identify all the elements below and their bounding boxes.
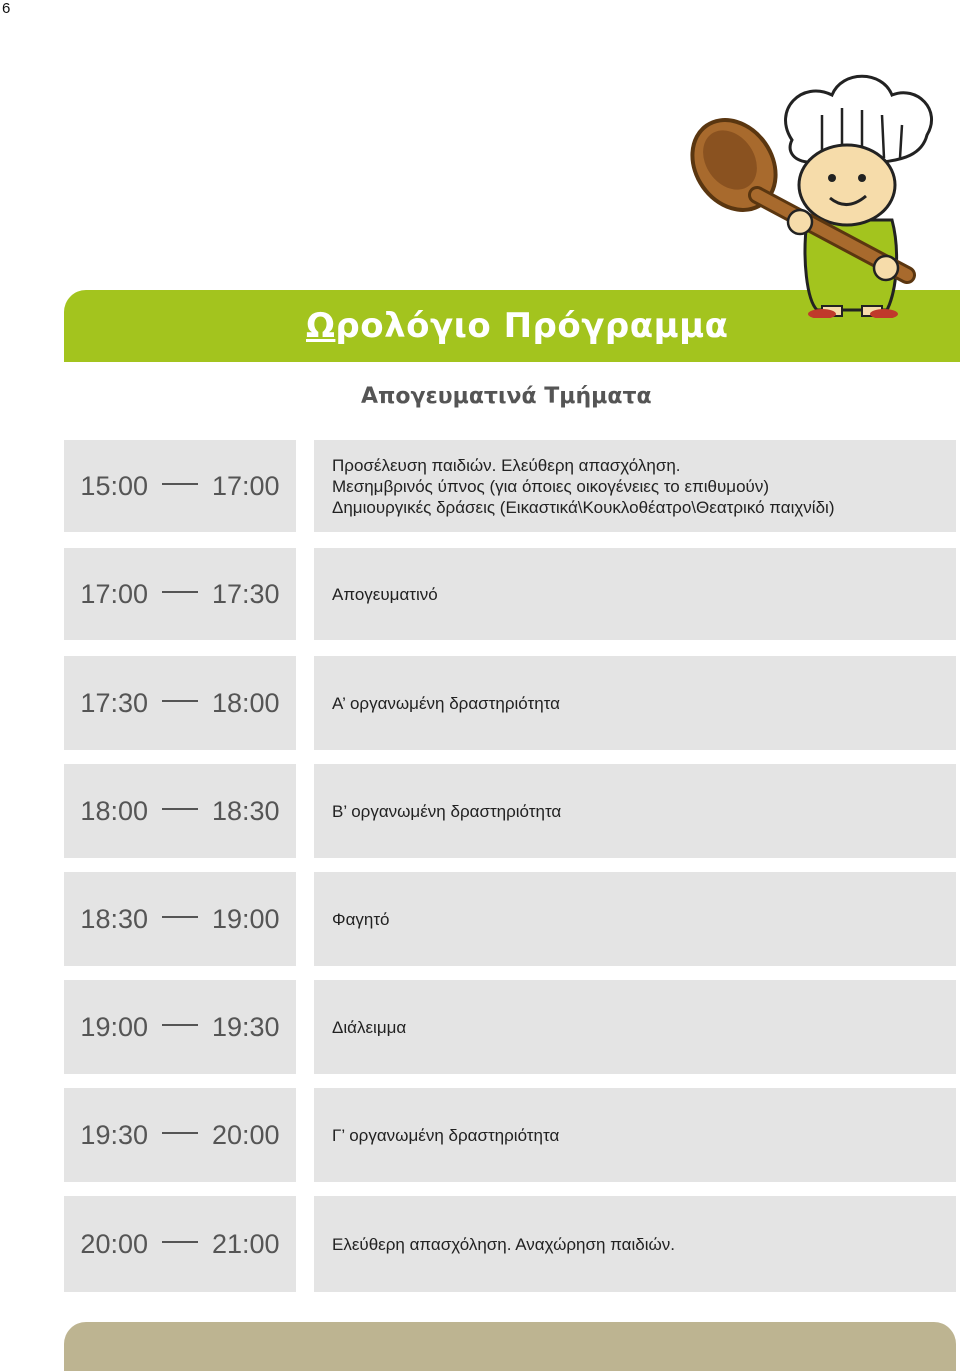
time-start: 18:30 — [80, 903, 148, 934]
time-start: 19:00 — [80, 1011, 148, 1042]
time-cell — [64, 872, 296, 966]
activity-cell — [314, 980, 956, 1074]
activity-line: Δημιουργικές δράσεις (Εικαστικά\Κουκλοθέατρο\Θεατρικό παιχνίδι) — [332, 497, 835, 517]
time-end: 17:30 — [212, 578, 280, 609]
activity-cell — [314, 764, 956, 858]
activity-line: Γ’ οργανωμένη δραστηριότητα — [332, 1125, 560, 1145]
chef-mascot-illustration — [672, 70, 960, 318]
time-end: 17:00 — [212, 470, 280, 501]
activity-line: Προσέλευση παιδιών. Ελεύθερη απασχόληση. — [332, 455, 681, 475]
activity-line: Α’ οργανωμένη δραστηριότητα — [332, 693, 560, 713]
activity-cell — [314, 440, 956, 532]
page-title: Ωρολόγιο Πρόγραμμα — [306, 306, 729, 346]
time-dash — [162, 1132, 198, 1134]
time-cell — [64, 1196, 296, 1292]
time-start: 20:00 — [80, 1228, 148, 1259]
time-end: 19:30 — [212, 1011, 280, 1042]
activity-line: Διάλειμμα — [332, 1017, 407, 1037]
time-cell — [64, 1088, 296, 1182]
time-cell — [64, 764, 296, 858]
time-cell — [64, 980, 296, 1074]
time-dash — [162, 916, 198, 918]
page-number: 6 — [2, 0, 11, 17]
activity-line: Φαγητό — [332, 909, 390, 929]
time-dash — [162, 1024, 198, 1026]
time-end: 21:00 — [212, 1228, 280, 1259]
time-end: 18:00 — [212, 687, 280, 718]
activity-cell — [314, 548, 956, 640]
time-start: 19:30 — [80, 1119, 148, 1150]
activity-line: Μεσημβρινός ύπνος (για όποιες οικογένειες το επιθυμούν) — [332, 476, 769, 496]
time-cell — [64, 548, 296, 640]
time-dash — [162, 808, 198, 810]
time-start: 18:00 — [80, 795, 148, 826]
time-dash — [162, 483, 198, 485]
activity-line: Β’ οργανωμένη δραστηριότητα — [332, 801, 562, 821]
page-subtitle: Απογευματινά Τμήματα — [361, 384, 652, 409]
time-end: 19:00 — [212, 903, 280, 934]
time-end: 18:30 — [212, 795, 280, 826]
time-cell — [64, 656, 296, 750]
time-start: 17:00 — [80, 578, 148, 609]
activity-line: Απογευματινό — [332, 584, 438, 604]
activity-line: Ελεύθερη απασχόληση. Αναχώρηση παιδιών. — [332, 1234, 675, 1254]
time-dash — [162, 700, 198, 702]
time-start: 15:00 — [80, 470, 148, 501]
time-dash — [162, 1241, 198, 1243]
activity-cell — [314, 872, 956, 966]
time-cell — [64, 440, 296, 532]
activity-cell — [314, 656, 956, 750]
footer-band — [64, 1322, 956, 1371]
time-dash — [162, 591, 198, 593]
activity-cell — [314, 1196, 956, 1292]
activity-cell — [314, 1088, 956, 1182]
time-start: 17:30 — [80, 687, 148, 718]
time-end: 20:00 — [212, 1119, 280, 1150]
